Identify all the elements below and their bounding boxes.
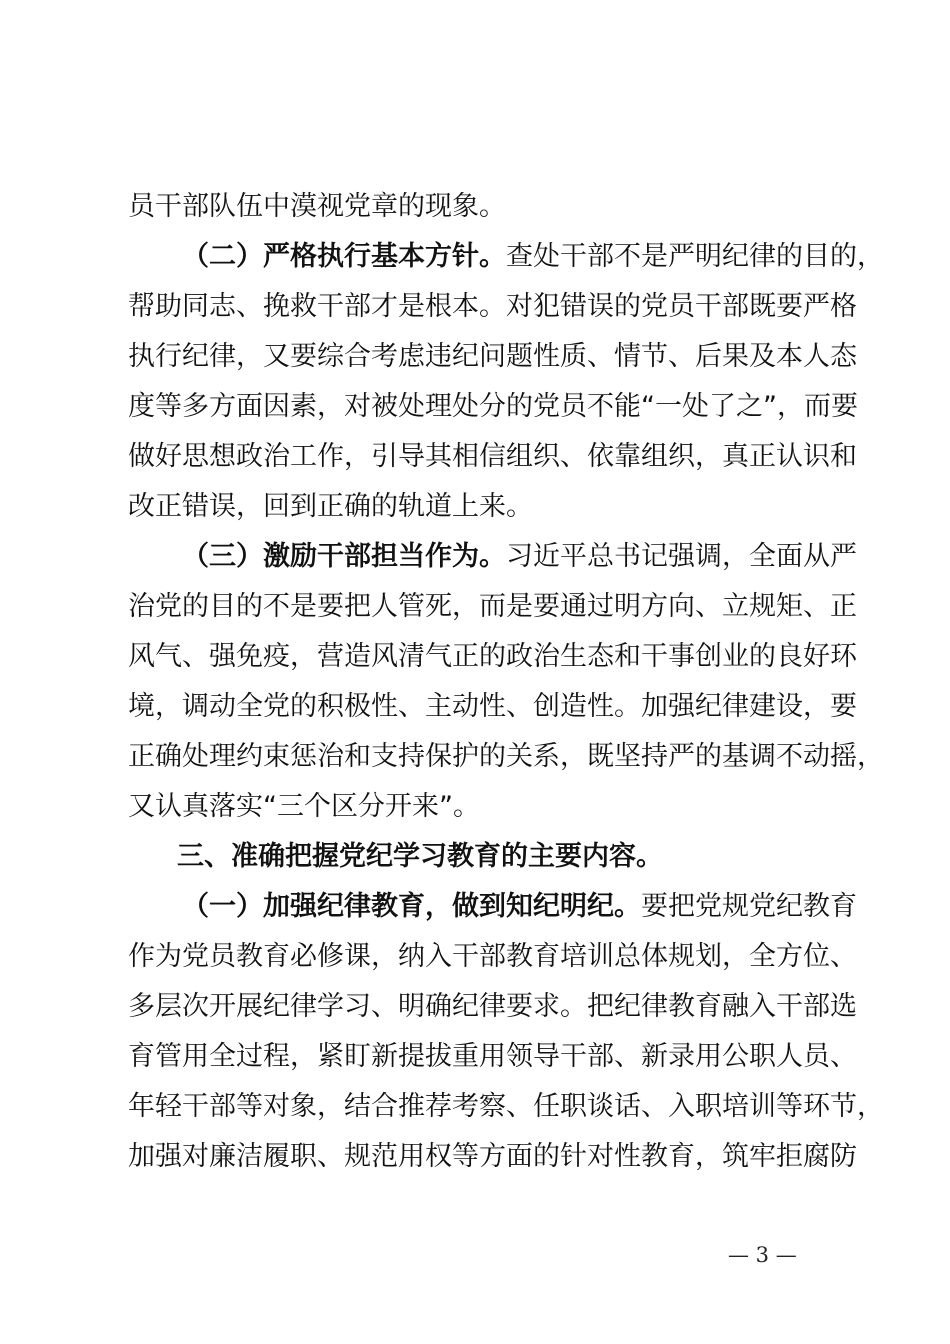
subsection-1-heading-line: （一）加强纪律教育，做到知纪明纪。要把党规党纪教育	[182, 891, 857, 922]
section-3-heading-line: （三）激励干部担当作为。习近平总书记强调，全面从严	[182, 541, 857, 572]
body-line: 做好思想政治工作，引导其相信组织、依靠组织，真正认识和	[128, 441, 857, 472]
body-line: 加强对廉洁履职、规范用权等方面的针对性教育，筑牢拒腐防	[128, 1141, 857, 1172]
body-line: 正确处理约束惩治和支持保护的关系，既坚持严的基调不动摇，	[128, 741, 884, 772]
body-line: 育管用全过程，紧盯新提拔重用领导干部、新录用公职人员、	[128, 1041, 857, 1072]
chapter-3-heading: 三、准确把握党纪学习教育的主要内容。	[177, 841, 663, 872]
body-line: 帮助同志、挽救干部才是根本。对犯错误的党员干部既要严格	[128, 291, 857, 322]
body-line: 年轻干部等对象，结合推荐考察、任职谈话、入职培训等环节，	[128, 1091, 884, 1122]
section-2-heading-line: （二）严格执行基本方针。查处干部不是严明纪律的目的，	[182, 241, 884, 272]
section-2-heading: （二）严格执行基本方针。	[182, 241, 506, 272]
body-line: 度等多方面因素，对被处理处分的党员不能“一处了之”，而要	[128, 391, 858, 422]
page-number: — 3 —	[728, 1243, 797, 1267]
body-line: 改正错误，回到正确的轨道上来。	[128, 491, 533, 522]
body-line: 多层次开展纪律学习、明确纪律要求。把纪律教育融入干部选	[128, 991, 857, 1022]
body-line: 境，调动全党的积极性、主动性、创造性。加强纪律建设，要	[128, 691, 857, 722]
section-3-heading: （三）激励干部担当作为。	[182, 541, 506, 572]
body-line: 治党的目的不是要把人管死，而是要通过明方向、立规矩、正	[128, 591, 857, 622]
body-line: 风气、强免疫，营造风清气正的政治生态和干事创业的良好环	[128, 641, 857, 672]
subsection-1-heading: （一）加强纪律教育，做到知纪明纪。	[182, 891, 641, 922]
body-line: 员干部队伍中漠视党章的现象。	[128, 191, 506, 222]
chapter-3-heading-line	[177, 832, 663, 882]
body-line: 执行纪律，又要综合考虑违纪问题性质、情节、后果及本人态	[128, 341, 857, 372]
body-line: 又认真落实“三个区分开来”。	[128, 791, 480, 822]
body-line: 作为党员教育必修课，纳入干部教育培训总体规划，全方位、	[128, 941, 857, 972]
